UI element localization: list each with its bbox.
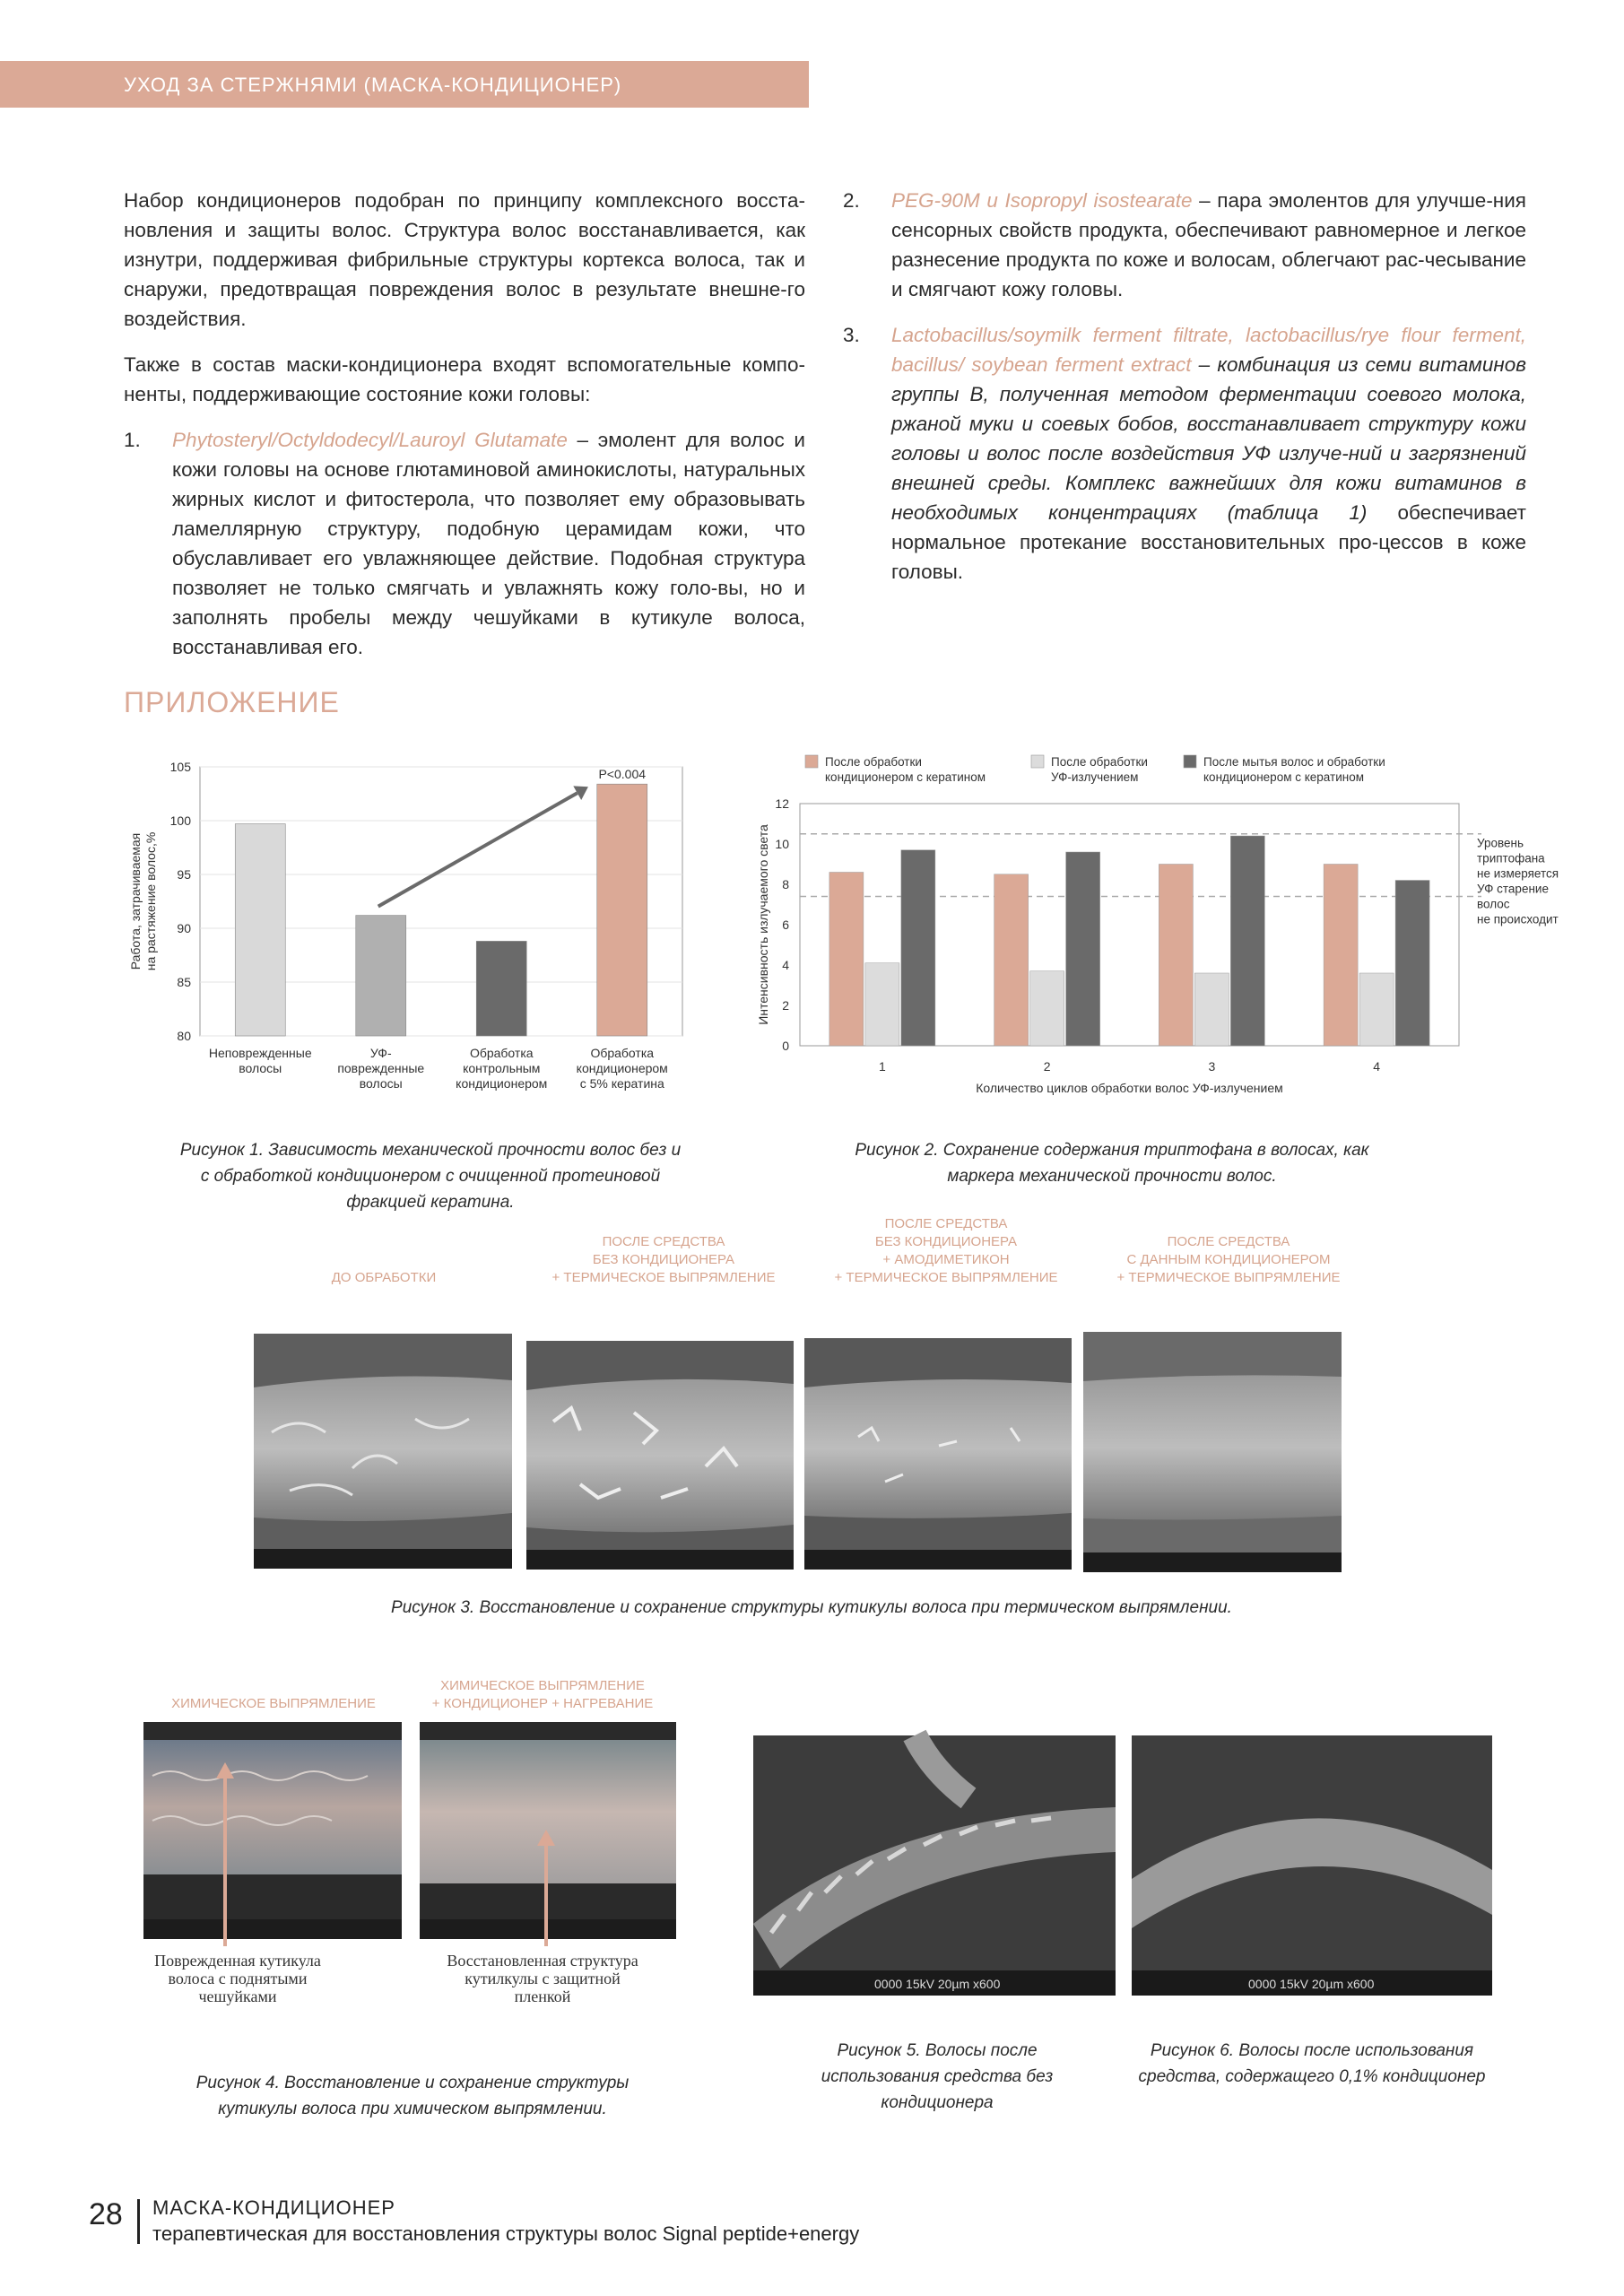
y-tick-label: 105 (169, 760, 191, 774)
sem-image-figure5 (753, 1735, 1116, 1996)
x-tick-label: с 5% кератина (579, 1076, 664, 1091)
y-tick-label: 4 (782, 958, 789, 972)
figure6-caption: Рисунок 6. Волосы после использования средства, содержащего 0,1% кондиционер (1138, 2041, 1486, 2086)
list-number: 2. (843, 189, 860, 212)
legend-swatch (805, 755, 818, 768)
bar (476, 941, 526, 1036)
sem-info-text: 0000 15kV 20µm x600 (1248, 1977, 1375, 1991)
list-item-2 (843, 186, 1526, 304)
side-note-line: Уровень (1477, 836, 1524, 850)
bar (1159, 865, 1193, 1047)
significance-label: P<0.004 (598, 767, 647, 782)
y-tick-label: 90 (177, 921, 191, 935)
ingredient-description-end: обеспечивает нормальное протекание восстановительных про-цессов в коже головы. (891, 501, 1526, 583)
list-number: 1. (124, 429, 141, 451)
y-axis-label: Интенсивность излучаемого света (756, 824, 770, 1025)
bar (829, 873, 864, 1047)
x-tick-label: Обработка (590, 1046, 655, 1060)
right-column (843, 186, 1526, 601)
x-tick-label: 4 (1373, 1059, 1381, 1074)
x-tick-label: кондиционером (456, 1076, 548, 1091)
side-note-line: УФ старение (1477, 882, 1549, 896)
x-tick-label: поврежденные (337, 1061, 425, 1075)
y-tick-label: 8 (782, 877, 789, 891)
sem-info-text: 0000 15kV 20µm x600 (874, 1977, 1001, 1991)
ingredient-name: Lactobacillus/soymilk ferment filtrate, lactobacillus/rye flour ferment, bacillus/ soybean ferment extract (891, 324, 1526, 376)
y-tick-label: 6 (782, 918, 789, 932)
x-tick-label: контрольным (463, 1061, 541, 1075)
figure3-caption: Рисунок 3. Восстановление и сохранение структуры кутикулы волоса при термическом выпрямлении. (391, 1598, 1232, 1617)
y-tick-label: 12 (775, 796, 789, 811)
figure4-caption: Рисунок 4. Восстановление и сохранение структуры кутикулы волоса при химическом выпрямлении. (195, 2074, 630, 2118)
figure3-label-4: ПОСЛЕ СРЕДСТВА С ДАННЫМ КОНДИЦИОНЕРОМ + ТЕРМИЧЕСКОЕ ВЫПРЯМЛЕНИЕ (1116, 1234, 1341, 1285)
list-item-1 (124, 425, 805, 662)
x-tick-label: волосы (359, 1076, 403, 1091)
intro-paragraph: Набор кондиционеров подобран по принципу комплексного восста-новления и защиты волос. Структура волос восстанавливается, как изнутри, поддерживая фибрильные структуры кортекса волоса, так и снаружи, предотвращая повреждения волос в результате внешне-го воздействия. (124, 189, 805, 330)
ingredient-description: – пара эмолентов для улучше-ния сенсорных свойств продукта, обеспечивают равномерное и легкое разнесение продукта по коже и волосам, облегчают рас-чесывание и смягчают кожу головы. (891, 189, 1526, 300)
header-band-text: УХОД ЗА СТЕРЖНЯМИ (МАСКА-КОНДИЦИОНЕР) (124, 74, 622, 96)
figure3-label-3: ПОСЛЕ СРЕДСТВА БЕЗ КОНДИЦИОНЕРА + АМОДИМЕТИКОН + ТЕРМИЧЕСКОЕ ВЫПРЯМЛЕНИЕ (834, 1216, 1058, 1285)
figure4-label-right: ХИМИЧЕСКОЕ ВЫПРЯМЛЕНИЕ + КОНДИЦИОНЕР + НАГРЕВАНИЕ (431, 1678, 654, 1711)
page-number: 28 (89, 2197, 123, 2231)
x-tick-label: 1 (878, 1059, 886, 1074)
figure2-caption: Рисунок 2. Сохранение содержания триптофана в волосах, как маркера механической прочности волос. (855, 1141, 1369, 1186)
sem-image-with-conditioner-thermal (1083, 1332, 1342, 1572)
arrow-up-icon (533, 1830, 560, 1946)
figure4-annotation-restored: Восстановленная структура кутилкулы с защитной пленкой (447, 1952, 638, 2005)
bar (597, 784, 647, 1036)
y-tick-label: 95 (177, 867, 191, 882)
ingredient-name: Phytosteryl/Octyldodecyl/Lauroyl Glutamate (172, 429, 568, 451)
ingredient-description: – эмолент для волос и кожи головы на основе глютаминовой аминокислоты, натуральных жирных кислот и фитостерола, что позволяет ему образовывать ламеллярную структуру, подобную церамидам кожи, что обуславливает его увлажняющее действие. Подобная структура позволяет не только смягчать и увлажнять кожу голо-вы, но и заполнять пробелы между чешуйками в кутикуле волоса, восстанавливая его. (172, 429, 805, 658)
figure4-label-left: ХИМИЧЕСКОЕ ВЫПРЯМЛЕНИЕ (171, 1696, 376, 1711)
side-note-line: триптофана (1477, 851, 1545, 865)
section-title: ПРИЛОЖЕНИЕ (124, 686, 340, 718)
x-tick-label: 3 (1208, 1059, 1216, 1074)
side-note-line: волос (1477, 897, 1510, 911)
legend-label: После мытья волос и обработки (1203, 755, 1385, 769)
ingredient-name: PEG-90M и Isopropyl isostearate (891, 189, 1193, 212)
legend-swatch (1031, 755, 1044, 768)
sem-image-figure6 (1132, 1735, 1492, 1996)
x-tick-label: Обработка (469, 1046, 534, 1060)
x-tick-label: Неповрежденные (208, 1046, 312, 1060)
legend-label: кондиционером с кератином (1203, 770, 1364, 784)
y-tick-label: 85 (177, 975, 191, 989)
footer-subtitle: терапевтическая для восстановления структуры волос Signal peptide+energy (152, 2222, 860, 2245)
x-tick-label: УФ- (369, 1046, 392, 1060)
chart-mechanical-strength (124, 753, 698, 1121)
figure3-label-2: ПОСЛЕ СРЕДСТВА БЕЗ КОНДИЦИОНЕРА + ТЕРМИЧЕСКОЕ ВЫПРЯМЛЕНИЕ (551, 1234, 776, 1285)
figure1-caption: Рисунок 1. Зависимость механической прочности волос без и с обработкой кондиционером с очищенной протеиновой фракцией кератина. (179, 1141, 682, 1212)
figure3-label-1: ДО ОБРАБОТКИ (331, 1270, 437, 1285)
sem-image-chemical-straightening (143, 1722, 402, 1939)
sem-image-amodimethicone-thermal (804, 1338, 1072, 1570)
y-tick-label: 2 (782, 998, 789, 1013)
bar (1395, 881, 1429, 1047)
trend-arrow-line (378, 793, 578, 906)
bar (356, 916, 406, 1036)
legend-label: кондиционером с кератином (825, 770, 986, 784)
y-axis-label: Работа, затрачиваемаяна растяжение волос,% (128, 831, 158, 971)
legend-label: После обработки (1051, 755, 1148, 769)
bar (901, 850, 935, 1046)
sem-image-before-treatment (254, 1334, 512, 1569)
x-tick-label: волосы (239, 1061, 282, 1075)
x-axis-label: Количество циклов обработки волос УФ-излучением (976, 1081, 1283, 1095)
x-tick-label: 2 (1043, 1059, 1051, 1074)
bar (235, 824, 285, 1036)
bar (1359, 973, 1394, 1046)
bar (994, 874, 1029, 1046)
sem-image-no-conditioner-thermal (526, 1341, 794, 1570)
left-column (124, 186, 805, 676)
y-tick-label: 0 (782, 1039, 789, 1053)
ingredient-description: – комбинация из семи витаминов группы В, полученная методом ферментации соевого молока, ржаной муки и соевых бобов, восстанавливает структуру кожи головы и волос после воздействия УФ излуче-ний и загрязнений внешней среды. Комплекс важнейших для кожи витаминов в необходимых концентрациях (таблица 1) (891, 353, 1526, 524)
bar (1230, 836, 1264, 1046)
arrow-up-icon (212, 1762, 239, 1946)
figure4-annotation-damaged: Поврежденная кутикула волоса с поднятыми чешуйками (154, 1952, 321, 2005)
components-paragraph: Также в состав маски-кондиционера входят вспомогательные компо-ненты, поддерживающие состояние кожи головы: (124, 353, 805, 405)
header-band (0, 61, 809, 108)
y-tick-label: 100 (169, 813, 191, 828)
list-item-3 (843, 320, 1526, 587)
legend-label: После обработки (825, 755, 922, 769)
legend-label: УФ-излучением (1051, 770, 1139, 784)
figure5-caption: Рисунок 5. Волосы после использования средства без кондиционера (821, 2041, 1054, 2112)
bar (1066, 852, 1100, 1046)
legend-swatch (1184, 755, 1196, 768)
footer-title: МАСКА-КОНДИЦИОНЕР (152, 2196, 395, 2219)
chart-tryptophan (753, 752, 1559, 1119)
footer-divider (137, 2199, 140, 2244)
bar (1194, 973, 1229, 1046)
bar (865, 963, 899, 1046)
side-note-line: не измеряется (1477, 866, 1559, 881)
y-tick-label: 10 (775, 837, 789, 851)
bar (1324, 865, 1358, 1047)
side-note-line: не происходит (1477, 912, 1559, 926)
y-tick-label: 80 (177, 1029, 191, 1043)
list-number: 3. (843, 324, 860, 346)
bar (1030, 971, 1064, 1046)
x-tick-label: кондиционером (576, 1061, 668, 1075)
